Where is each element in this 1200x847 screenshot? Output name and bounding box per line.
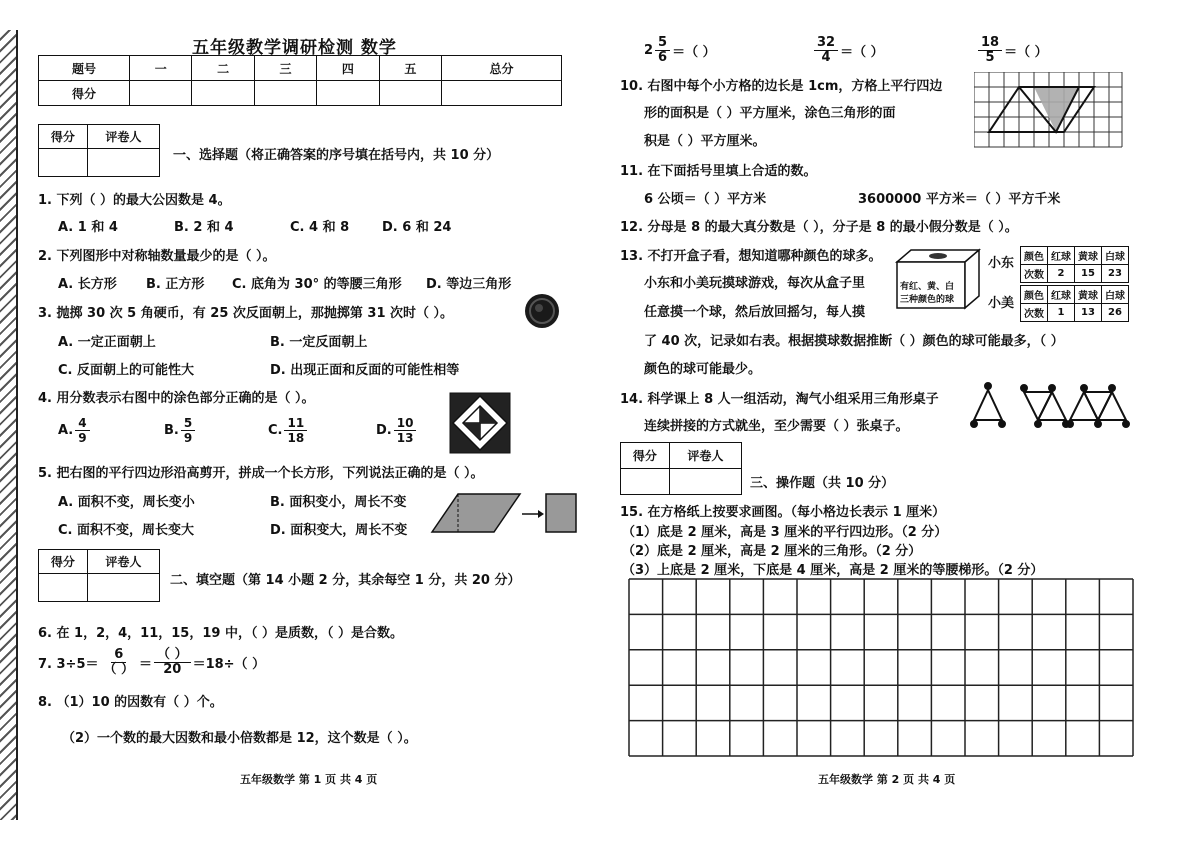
table-row-label: 次数 [1021,304,1048,322]
coin-image [522,293,562,329]
frac-num: 4 [75,416,89,431]
page-footer-left: 五年级数学 第 1 页 共 4 页 [240,773,378,786]
question-2: 2. 下列图形中对称轴数量最少的是（ ）。 [38,249,276,264]
option-letter: C. [268,423,283,438]
score-input-cell[interactable] [254,81,316,106]
q11-a: 6 公顷＝（ ）平方米 [644,192,767,207]
mixed-whole: 2 [644,43,654,58]
table-row-label: 次数 [1021,265,1048,283]
score-input-cell[interactable] [442,81,562,106]
q15-drawing-grid[interactable] [628,578,1136,758]
question-14-line-1: 14. 科学课上 8 人一组活动，淘气小组采用三角形桌子 [620,392,939,407]
table-header-cell: 红球 [1048,247,1075,265]
frac-den: 5 [985,50,995,65]
table-header-cell: 红球 [1048,286,1075,304]
grader-box-score-label: 得分 [39,550,88,574]
score-row-label: 得分 [39,81,130,106]
score-header-cell: 五 [379,56,441,81]
section-2-title: 二、填空题（第 14 小题 2 分，其余每空 1 分，共 20 分） [170,573,521,588]
grader-box [38,549,160,602]
table-cell: 15 [1075,265,1102,283]
question-13-line-5: 颜色的球可能最少。 [644,362,762,377]
q2-option-d: D. 等边三角形 [426,277,512,292]
question-13-line-3: 任意摸一个球，然后放回摇匀，每人摸 [644,305,866,320]
q2-option-b: B. 正方形 [146,277,205,292]
q3-option-b: B. 一定反面朝上 [270,335,368,350]
table-header-cell: 黄球 [1075,247,1102,265]
question-8-2: （2）一个数的最大因数和最小倍数都是 12，这个数是（ ）。 [62,731,417,746]
q13-xiaomei-table [1020,285,1129,322]
frac-num: 6 [111,648,126,663]
q1-option-c: C. 4 和 8 [290,220,350,235]
frac-num: （ ） [154,648,191,663]
page-title: 五年级教学调研检测 数学 [192,38,397,58]
question-6: 6. 在 1，2，4，11，15，19 中，（ ）是质数，（ ）是合数。 [38,626,404,641]
question-9-c [976,36,1048,65]
q15-part-2: （2）底是 2 厘米，高是 2 厘米的三角形。（2 分） [622,544,922,559]
q1-option-a: A. 1 和 4 [58,220,118,235]
question-5: 5. 把右图的平行四边形沿高剪开，拼成一个长方形，下列说法正确的是（ ）。 [38,466,484,481]
binding-margin [0,30,18,820]
q3-option-d: D. 出现正面和反面的可能性相等 [270,363,460,378]
table-header-cell: 白球 [1102,286,1129,304]
grader-box-score-label: 得分 [39,125,88,149]
q11-b: 3600000 平方米＝（ ）平方千米 [858,192,1061,207]
grader-box [38,124,160,177]
frac-den: 18 [287,431,305,445]
q3-option-a: A. 一定正面朝上 [58,335,156,350]
question-10-line-1: 10. 右图中每个小方格的边长是 1cm，方格上平行四边 [620,79,943,94]
score-header-cell: 一 [130,56,192,81]
q14-triangle-tables-figure [968,382,1144,430]
grader-box-cell[interactable] [669,469,741,495]
option-letter: D. [376,423,392,438]
score-input-cell[interactable] [317,81,379,106]
frac-den: 6 [658,50,668,65]
grader-box-cell[interactable] [39,574,88,602]
table-cell: 23 [1102,265,1129,283]
grader-box-cell[interactable] [87,574,159,602]
q7-equals: ＝ [139,657,153,672]
score-input-cell[interactable] [130,81,192,106]
grader-box-cell[interactable] [621,469,670,495]
q13-xiaodong-table [1020,246,1129,283]
q9-c-tail: ＝（ ） [1004,45,1048,60]
score-input-cell[interactable] [192,81,254,106]
q7-start: 7. 3÷5＝ [38,657,99,672]
question-9-a [644,36,716,65]
q9-b-tail: ＝（ ） [840,45,884,60]
table-header-cell: 颜色 [1021,286,1048,304]
score-header-cell: 二 [192,56,254,81]
section-1-title: 一、选择题（将正确答案的序号填在括号内，共 10 分） [173,148,500,163]
frac-den: 9 [78,431,87,445]
option-letter: A. [58,423,74,438]
question-13-line-2: 小东和小美玩摸球游戏，每次从盒子里 [644,276,866,291]
frac-den: 20 [163,662,182,677]
grader-box [620,442,742,495]
question-1: 1. 下列（ ）的最大公因数是 4。 [38,193,231,208]
q13-xiaomei-label: 小美 [988,296,1015,311]
frac-den: 9 [183,431,193,445]
table-cell: 13 [1075,304,1102,322]
question-14-line-2: 连续拼接的方式就坐，至少需要（ ）张桌子。 [644,419,909,434]
q4-option-d [376,416,418,445]
q15-part-1: （1）底是 2 厘米，高是 3 厘米的平行四边形。（2 分） [622,525,948,540]
score-table [38,55,562,106]
q4-shaded-square-figure [449,392,511,454]
q15-part-3: （3）上底是 2 厘米，下底是 4 厘米，高是 2 厘米的等腰梯形。（2 分） [622,563,1044,578]
frac-num: 32 [814,36,838,51]
q13-box-label-1: 有红、黄、白 [900,282,955,292]
question-9-b [812,36,884,65]
option-letter: B. [164,423,179,438]
score-header-cell: 总分 [442,56,562,81]
table-header-cell: 黄球 [1075,286,1102,304]
q4-option-a [58,416,92,445]
frac-den: （ ） [103,662,135,677]
table-cell: 2 [1048,265,1075,283]
frac-num: 5 [655,36,670,51]
q5-option-d: D. 面积变大，周长不变 [270,523,408,538]
q1-option-d: D. 6 和 24 [382,220,452,235]
q13-xiaodong-label: 小东 [988,256,1015,271]
frac-num: 18 [978,36,1002,51]
question-10-line-2: 形的面积是（ ）平方厘米，涂色三角形的面 [644,106,896,121]
q5-parallelogram-figure [430,490,578,536]
q2-option-c: C. 底角为 30° 的等腰三角形 [232,277,402,292]
table-header-cell: 颜色 [1021,247,1048,265]
question-11: 11. 在下面括号里填上合适的数。 [620,164,817,179]
score-input-cell[interactable] [379,81,441,106]
grader-box-grader-label: 评卷人 [87,125,159,149]
page-footer-right: 五年级数学 第 2 页 共 4 页 [818,773,956,786]
table-cell: 1 [1048,304,1075,322]
grader-box-score-label: 得分 [621,443,670,469]
score-header-cell: 四 [317,56,379,81]
q1-option-b: B. 2 和 4 [174,220,234,235]
q5-option-b: B. 面积变小，周长不变 [270,495,407,510]
section-3-title: 三、操作题（共 10 分） [750,476,895,491]
q10-grid-parallelogram-figure [974,72,1124,150]
grader-box-cell[interactable] [87,149,159,177]
q9-a-tail: ＝（ ） [672,45,716,60]
question-8-1: 8. （1）10 的因数有（ ）个。 [38,695,223,710]
question-13-line-1: 13. 不打开盒子看，想知道哪种颜色的球多。 [620,249,882,264]
question-13-line-4: 了 40 次，记录如右表。根据摸球数据推断（ ）颜色的球可能最多，（ ） [644,334,1064,349]
q2-option-a: A. 长方形 [58,277,117,292]
question-12: 12. 分母是 8 的最大真分数是（ ），分子是 8 的最小假分数是（ ）。 [620,220,1018,235]
question-7 [38,648,265,677]
frac-num: 11 [284,416,307,431]
q5-option-c: C. 面积不变，周长变大 [58,523,195,538]
frac-den: 4 [821,50,831,65]
q4-option-c [268,416,309,445]
score-header-cell: 三 [254,56,316,81]
question-4: 4. 用分数表示右图中的涂色部分正确的是（ ）。 [38,391,315,406]
q4-option-b [164,416,197,445]
grader-box-grader-label: 评卷人 [87,550,159,574]
q3-option-c: C. 反面朝上的可能性大 [58,363,195,378]
frac-num: 10 [394,416,417,431]
question-3: 3. 抛掷 30 次 5 角硬币，有 25 次反面朝上，那抛掷第 31 次时（ ）。 [38,306,454,321]
frac-den: 13 [396,431,414,445]
frac-num: 5 [181,416,195,431]
q13-box-label-2: 三种颜色的球 [900,295,955,305]
grader-box-cell[interactable] [39,149,88,177]
question-10-line-3: 积是（ ）平方厘米。 [644,134,766,149]
table-header-cell: 白球 [1102,247,1129,265]
table-cell: 26 [1102,304,1129,322]
q5-option-a: A. 面积不变，周长变小 [58,495,195,510]
grader-box-grader-label: 评卷人 [669,443,741,469]
q7-end: ＝18÷（ ） [192,657,266,672]
question-15: 15. 在方格纸上按要求画图。（每小格边长表示 1 厘米） [620,505,946,520]
score-header-cell: 题号 [39,56,130,81]
